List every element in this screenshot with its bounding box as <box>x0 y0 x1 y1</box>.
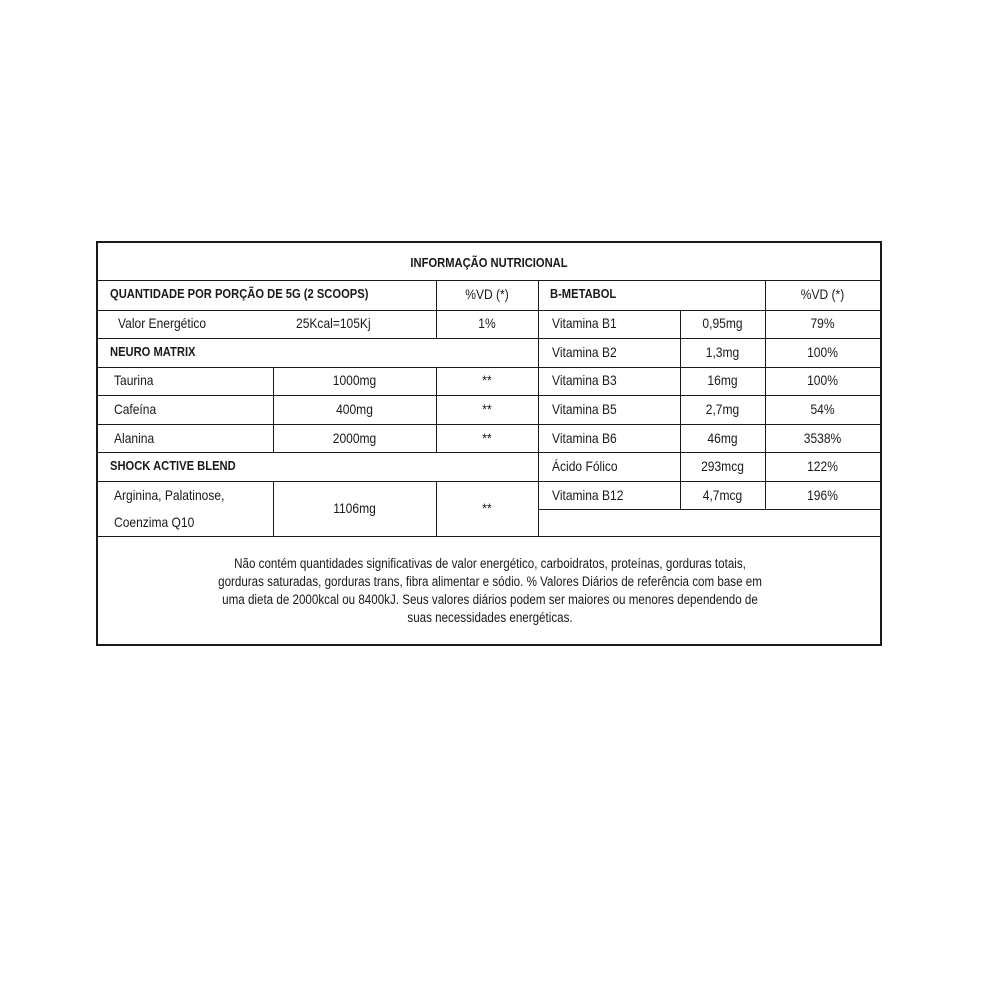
footnote-line-3: uma dieta de 2000kcal ou 8400kJ. Seus valores diários podem ser maiores ou menores dependendo de <box>222 592 758 607</box>
rule-under-shock-heading <box>98 481 538 482</box>
rule-left-vd-col <box>436 280 437 338</box>
rule-under-energy <box>98 338 538 339</box>
cafeina-amount: 400mg <box>336 401 373 417</box>
vitamin-b6-amount: 46mg <box>707 430 738 446</box>
vitamin-b2-name: Vitamina B2 <box>552 344 617 360</box>
alanina-name: Alanina <box>114 430 155 446</box>
footnote-line-2: gorduras saturadas, gorduras trans, fibra alimentar e sódio. % Valores Diários de referência com base em <box>218 574 762 589</box>
rule-right-4 <box>538 395 880 396</box>
rule-above-footnote <box>98 536 880 537</box>
alanina-vd: ** <box>482 430 492 446</box>
vitamin-b2-vd: 100% <box>807 344 838 360</box>
rule-left-vd-col-lower <box>436 367 437 453</box>
vitamin-b1-vd: 79% <box>810 315 835 331</box>
alanina-amount: 2000mg <box>332 430 377 446</box>
vitamin-b1-name: Vitamina B1 <box>552 315 617 331</box>
vitamin-b5-vd: 54% <box>810 401 835 417</box>
rule-under-cafeina <box>98 424 538 425</box>
footnote-line-4: suas necessidades energéticas. <box>407 610 573 625</box>
rule-left-vd-col-shock <box>436 481 437 536</box>
vitamin-b3-name: Vitamina B3 <box>552 372 617 388</box>
taurina-name: Taurina <box>114 372 154 388</box>
acido-folico-name: Ácido Fólico <box>552 458 618 474</box>
cafeina-vd: ** <box>482 401 492 417</box>
rule-right-6 <box>538 452 880 453</box>
rule-under-title <box>98 280 880 281</box>
energy-vd: 1% <box>478 315 496 331</box>
rule-right-8 <box>538 509 880 510</box>
vitamin-b12-amount: 4,7mcg <box>702 487 743 503</box>
cafeina-name: Cafeína <box>114 401 157 417</box>
b-metabol-heading: B-METABOL <box>550 286 617 301</box>
vitamin-b3-vd: 100% <box>807 372 838 388</box>
neuro-matrix-heading: NEURO MATRIX <box>110 344 196 359</box>
energy-label: Valor Energético <box>118 315 207 331</box>
footnote-line-1: Não contém quantidades significativas de valor energético, carboidratos, proteínas, gorduras totais, <box>234 556 746 571</box>
rule-right-7 <box>538 481 880 482</box>
vitamin-b5-amount: 2,7mg <box>705 401 740 417</box>
rule-right-3 <box>538 367 880 368</box>
vitamin-b5-name: Vitamina B5 <box>552 401 617 417</box>
rule-under-left-header <box>98 310 538 311</box>
rule-left-amount-col <box>273 367 274 453</box>
acido-folico-amount: 293mcg <box>701 458 744 474</box>
acido-folico-vd: 122% <box>807 458 838 474</box>
rule-right-2 <box>538 338 880 339</box>
serving-size-header: QUANTIDADE POR PORÇÃO DE 5G (2 SCOOPS) <box>110 286 369 301</box>
right-vd-header: %VD (*) <box>800 286 845 302</box>
shock-active-name-line2: Coenzima Q10 <box>114 514 195 530</box>
shock-active-vd: ** <box>482 500 492 516</box>
vitamin-b2-amount: 1,3mg <box>705 344 740 360</box>
vitamin-b12-name: Vitamina B12 <box>552 487 624 503</box>
shock-active-amount: 1106mg <box>333 500 376 516</box>
energy-amount: 25Kcal=105Kj <box>296 315 371 331</box>
vitamin-b6-vd: 3538% <box>803 430 842 446</box>
taurina-amount: 1000mg <box>332 372 377 388</box>
vitamin-b6-name: Vitamina B6 <box>552 430 617 446</box>
shock-active-name-line1: Arginina, Palatinose, <box>114 487 225 503</box>
left-vd-header: %VD (*) <box>465 286 509 302</box>
rule-under-alanina <box>98 452 538 453</box>
rule-right-5 <box>538 424 880 425</box>
rule-right-1 <box>538 310 880 311</box>
vitamin-b12-vd: 196% <box>807 487 838 503</box>
nutrition-facts-table <box>96 241 882 646</box>
shock-active-heading: SHOCK ACTIVE BLEND <box>110 458 236 473</box>
rule-under-taurina <box>98 395 538 396</box>
vitamin-b3-amount: 16mg <box>707 372 738 388</box>
vitamin-b1-amount: 0,95mg <box>702 315 743 331</box>
rule-right-amount-col <box>680 310 681 509</box>
rule-left-amount-col-shock <box>273 481 274 536</box>
rule-right-vd-col <box>765 280 766 509</box>
rule-under-neuro-heading <box>98 367 538 368</box>
table-title: INFORMAÇÃO NUTRICIONAL <box>410 255 568 270</box>
rule-center-divider <box>538 280 539 536</box>
taurina-vd: ** <box>482 372 492 388</box>
